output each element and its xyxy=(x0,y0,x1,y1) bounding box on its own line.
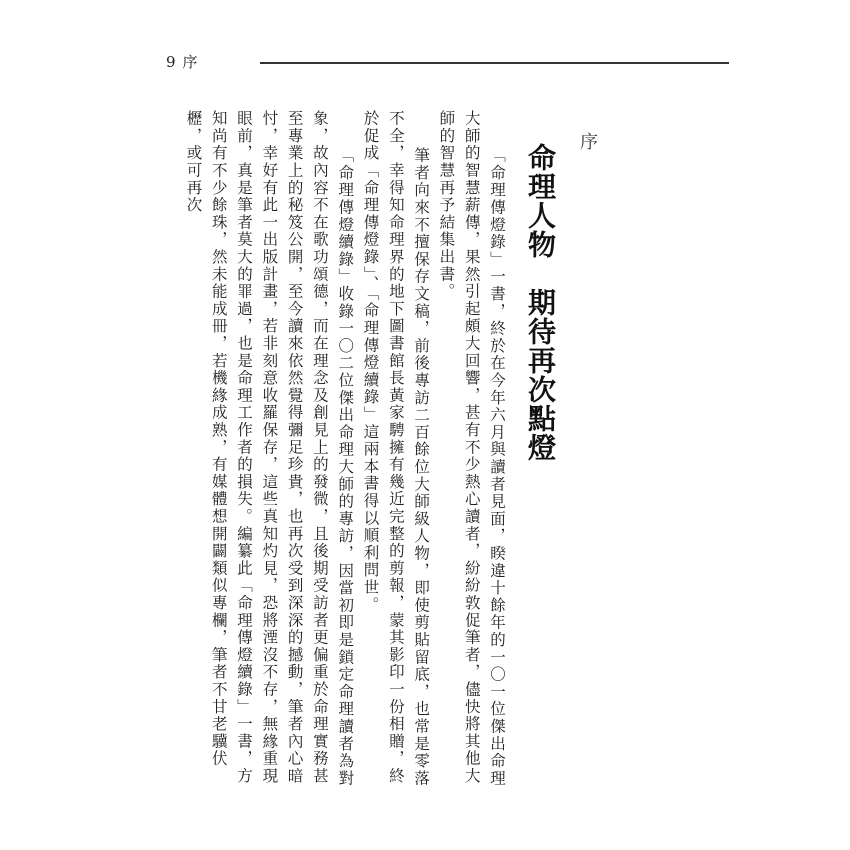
chapter-title: 命理人物 期待再次點燈 xyxy=(524,143,557,462)
header-rule xyxy=(260,62,729,64)
running-header-section: 序 xyxy=(182,53,199,71)
page-number: 9 xyxy=(166,53,177,71)
paragraph-1: 「命理傳燈錄」一書，終於在今年六月與讀者見面，睽違十餘年的一〇一位傑出命理大師的智慧薪傳，果然引起頗大回響，甚有不少熱心讀者，紛紛敦促筆者，儘快將其他大師的智慧再予結集出書。 xyxy=(437,110,506,788)
paragraph-3: 「命理傳燈續錄」收錄一〇二位傑出命理大師的專訪，因當初即是鎖定命理讀者為對象，故內容不在歌功頌德，而在理念及創見上的發微，且後期受訪者更偏重於命理實務甚至專業上的秘笈公開，至今讀來依然覺得彌足珍貴，也再次受到深深的撼動，筆者內心暗忖，幸好有此一出版計畫，若非刻意收羅保存，這些真知灼見，恐將湮沒不存，無緣重現眼前，真是筆者莫大的罪過，也是命理工作者的損失。編纂此「命理傳燈續錄」一書，方知尚有不少餘珠，然未能成冊，若機緣成熟，有媒體想開闢類似專欄，筆者不甘老驥伏櫪，或可再次 xyxy=(184,110,355,788)
chapter-label: 序 xyxy=(580,132,598,153)
body-text xyxy=(180,110,509,800)
running-header xyxy=(166,52,199,72)
paragraph-2: 筆者向來不擅保存文稿，前後專訪二百餘位大師級人物，即使剪貼留底，也常是零落不全，幸得知命理界的地下圖書館長黃家騁擁有幾近完整的剪報，蒙其影印一份相贈，終於促成「命理傳燈錄」、「命理傳燈續錄」這兩本書得以順利問世。 xyxy=(361,110,431,788)
